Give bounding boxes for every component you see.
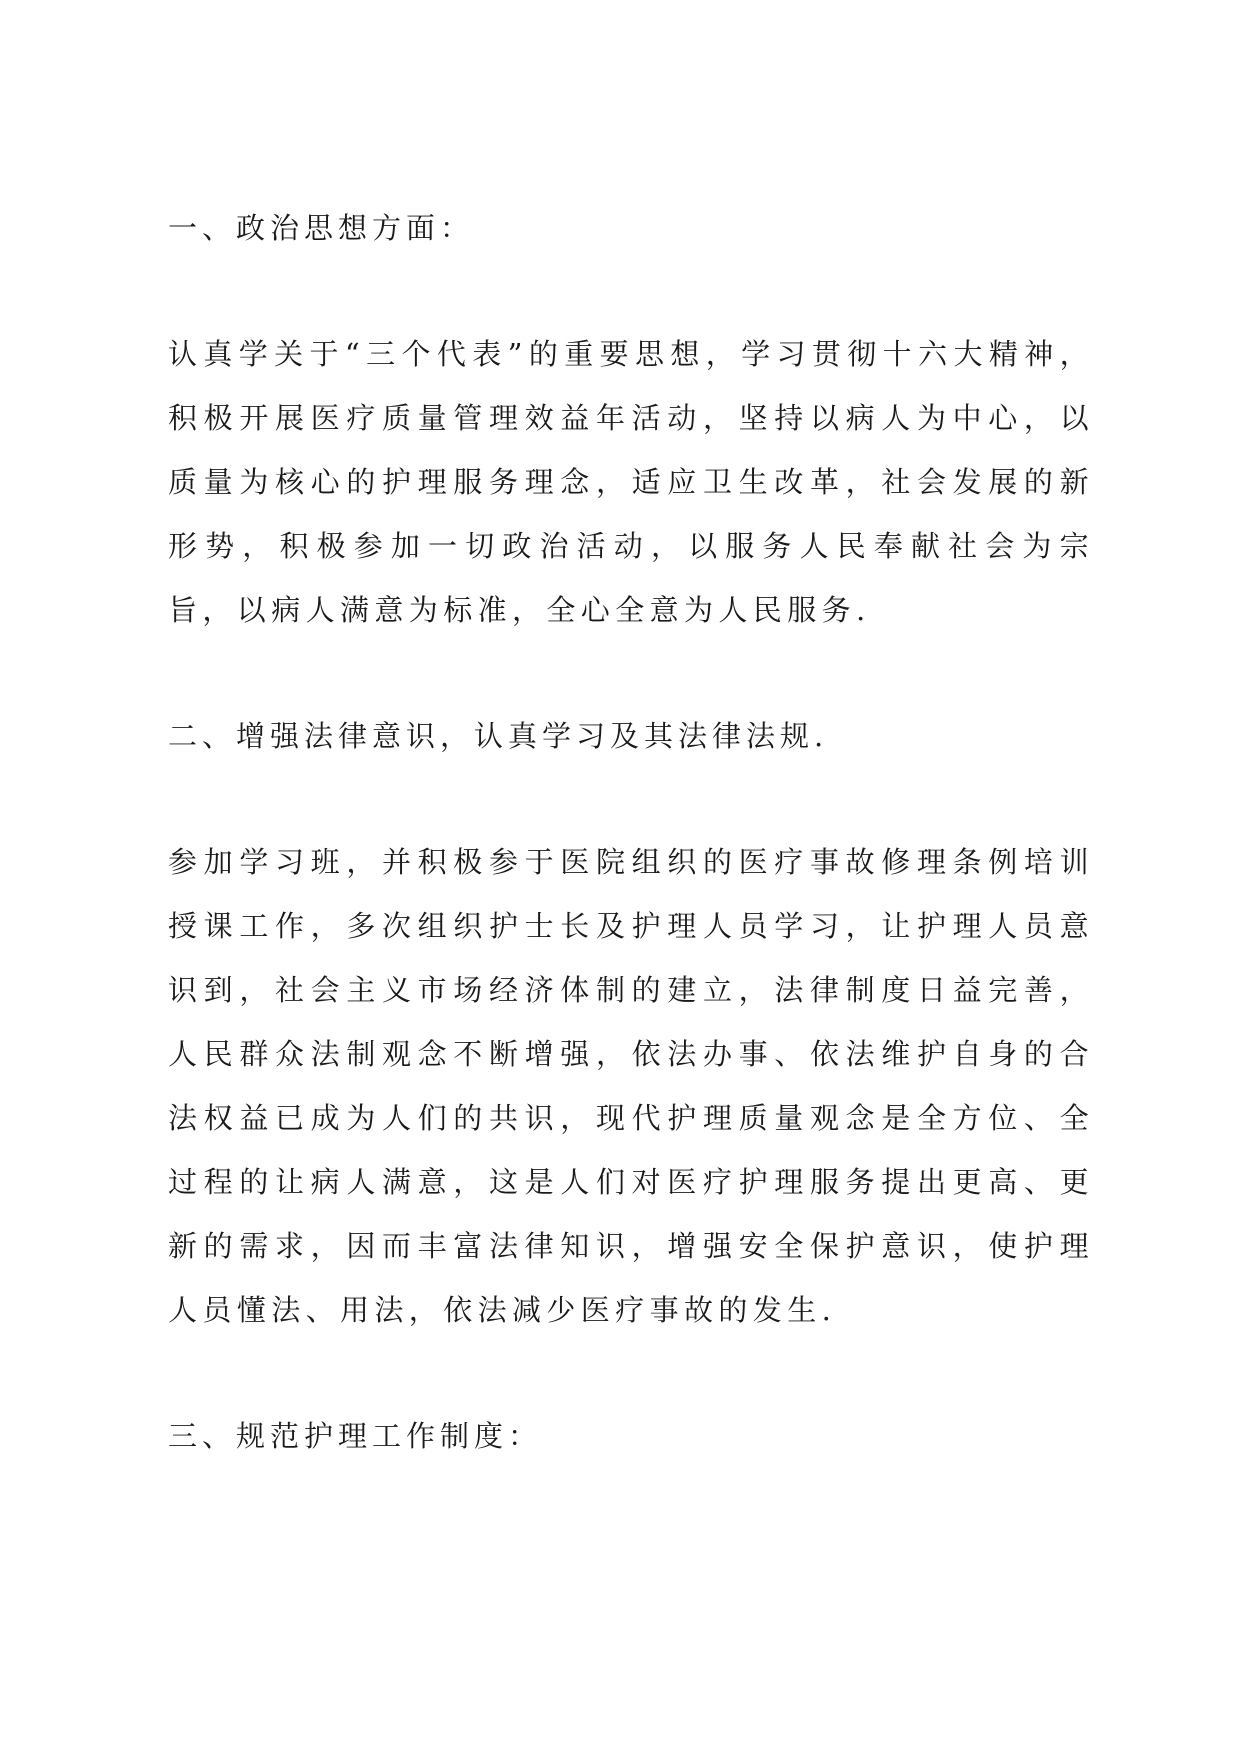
spacer — [168, 260, 1094, 322]
spacer — [168, 768, 1094, 830]
spacer — [168, 1342, 1094, 1404]
section-3-heading: 三、规范护理工作制度： — [168, 1419, 543, 1453]
section-1-heading: 一、政治思想方面： — [168, 211, 475, 245]
section-2-paragraph: 参加学习班，并积极参于医院组织的医疗事故修理条例培训授课工作，多次组织护士长及护理人员学习，让护理人员意识到，社会主义市场经济体制的建立，法律制度日益完善，人民群众法制观念不断增强，依法办事、依法维护自身的合法权益已成为人们的共识，现代护理质量观念是全方位、全过程的让病人满意，这是人们对医疗护理服务提出更高、更新的需求，因而丰富法律知识，增强安全保护意识，使护理人员懂法、用法，依法减少医疗事故的发生. — [168, 845, 1094, 1327]
section-2-heading: 二、增强法律意识，认真学习及其法律法规. — [168, 719, 829, 753]
spacer — [168, 642, 1094, 704]
section-1-paragraph: 认真学关于“三个代表”的重要思想，学习贯彻十六大精神，积极开展医疗质量管理效益年活动，坚持以病人为中心，以质量为核心的护理服务理念，适应卫生改革，社会发展的新形势，积极参加一切政治活动，以服务人民奉献社会为宗旨，以病人满意为标准，全心全意为人民服务. — [168, 337, 1094, 627]
document-body — [168, 196, 1094, 1468]
